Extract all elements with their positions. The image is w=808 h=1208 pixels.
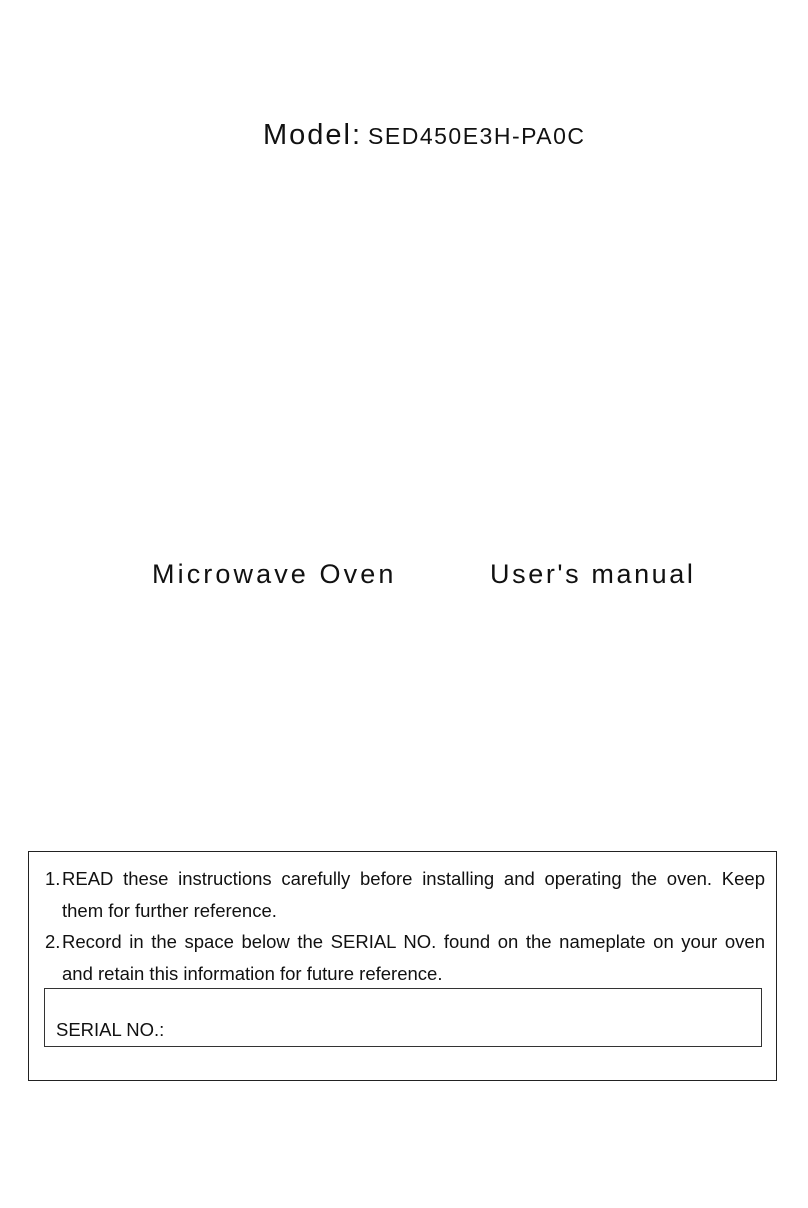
model-number: SED450E3H-PA0C (368, 123, 586, 149)
notice-item-text: READ these instructions carefully before installing and operating the oven. Keep them for further reference. (62, 868, 765, 921)
serial-number-label: SERIAL NO.: (56, 1019, 165, 1040)
notice-item-number: 1. (45, 868, 61, 889)
model-label: Model: (263, 119, 363, 151)
manual-title: User's manual (490, 559, 696, 589)
model-line (263, 113, 586, 162)
notice-item-text: Record in the space below the SERIAL NO. found on the nameplate on your oven and retain this information for future reference. (62, 931, 765, 984)
notice-item-record-serial (45, 926, 765, 990)
product-name: Microwave Oven (152, 559, 397, 589)
notice-item-number: 2. (45, 931, 61, 952)
serial-number-field[interactable] (44, 988, 762, 1047)
notice-item-read-instructions (45, 863, 765, 927)
notice-box (28, 851, 777, 1081)
